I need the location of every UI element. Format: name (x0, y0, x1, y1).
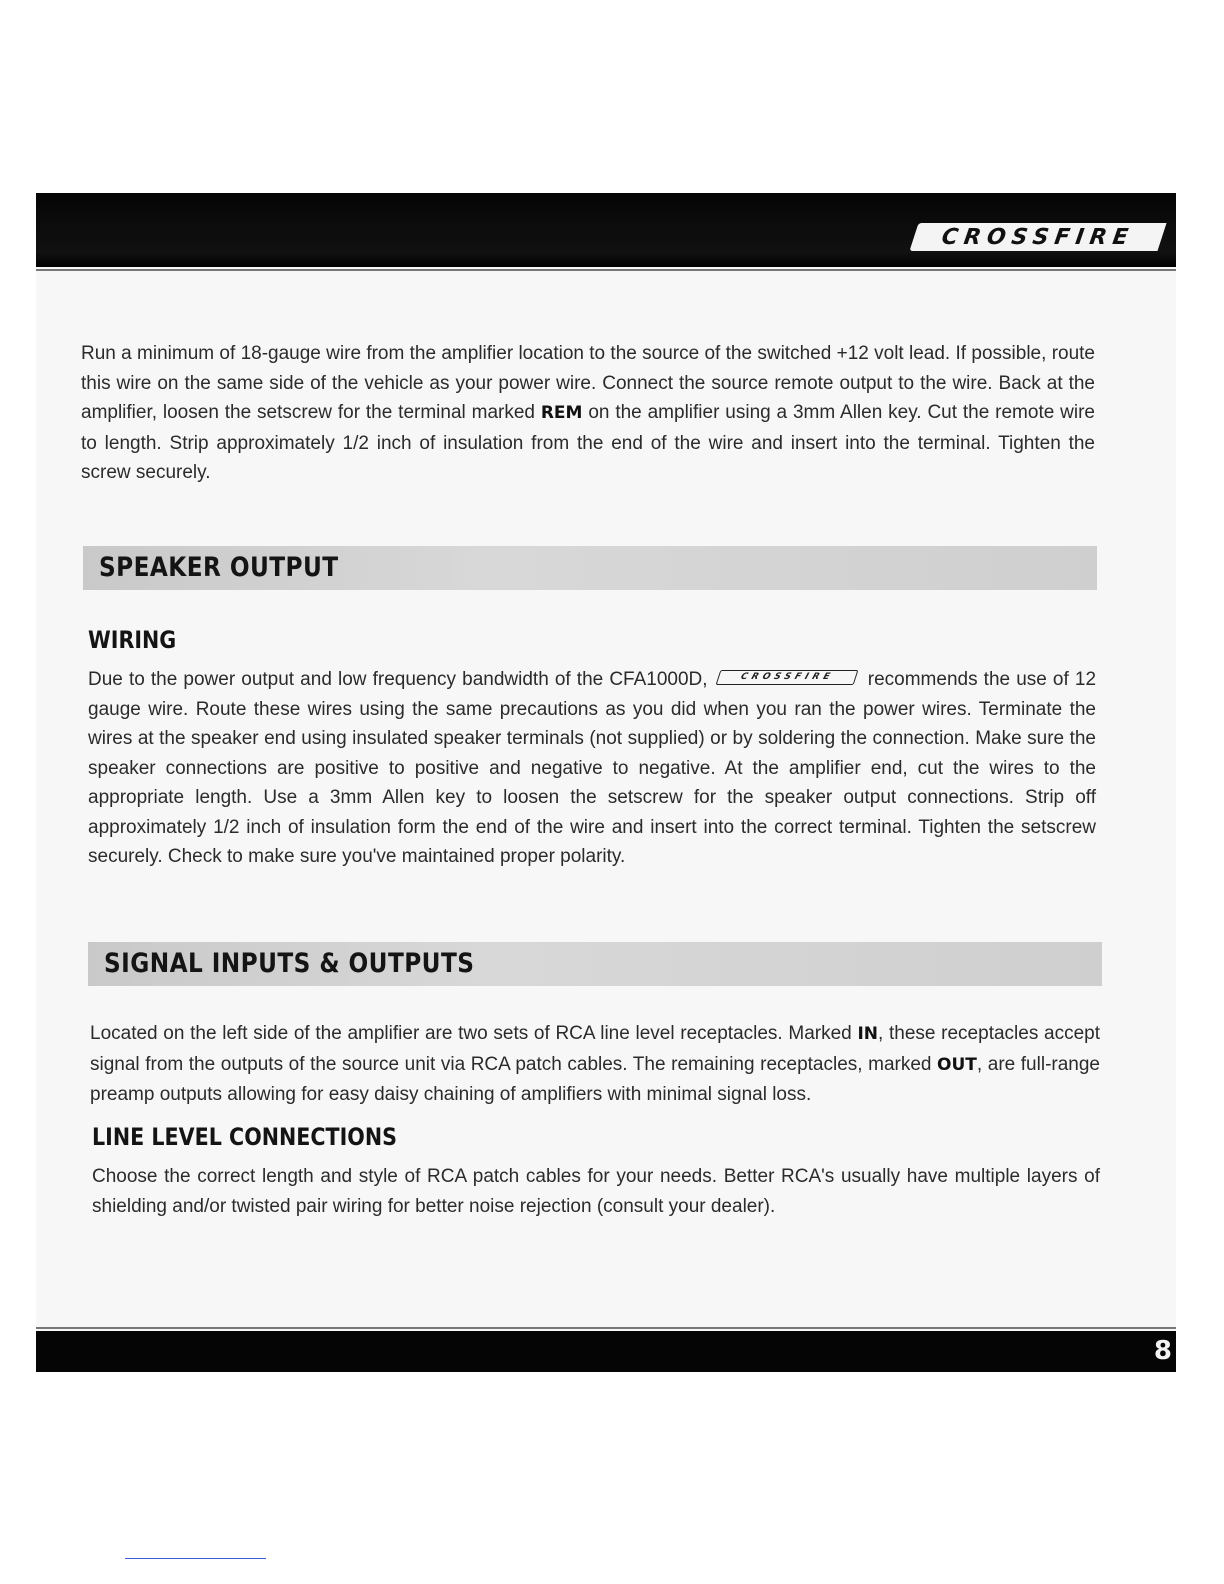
intro-text: on the amplifier using a 3mm Allen key. Cut the remote wire to length. Strip approximately 1/2 inch of insulation from the end of the wire and insert into the terminal. Tighten the screw securely. (81, 402, 1095, 483)
page-number: 8 (1153, 1336, 1172, 1366)
section-title: SPEAKER OUTPUT (99, 552, 339, 583)
intro-paragraph (81, 339, 1095, 488)
wiring-text: Due to the power output and low frequency bandwidth of the CFA1000D, (88, 669, 708, 690)
signal-text: , are full-range preamp outputs allowing for easy daisy chaining of amplifiers with minimal signal loss. (90, 1053, 1100, 1105)
line-level-heading: LINE LEVEL CONNECTIONS (92, 1123, 397, 1151)
footer-bar (36, 1331, 1176, 1372)
logo-text: CROSSFIRE (940, 224, 1136, 250)
header-rule (36, 269, 1176, 271)
footer-rule (36, 1327, 1176, 1329)
line-level-paragraph: Choose the correct length and style of RCA patch cables for your needs. Better RCA's usually have multiple layers of shielding and/or twisted pair wiring for better noise rejection (consult your dealer). (92, 1166, 1100, 1217)
speaker-output-header (83, 546, 1097, 590)
signal-io-header (88, 942, 1102, 986)
crossfire-logo (909, 223, 1166, 251)
signal-io-paragraph (90, 1019, 1100, 1110)
in-label: IN (857, 1024, 879, 1044)
header-bar (36, 193, 1176, 267)
intro-text: Run a minimum of 18-gauge wire from the amplifier location to the source of the switched +12 volt lead. If possible, route this wire on the same side of the vehicle as your power wire. Connect the source remote output to the wire. Back at the amplifier, loosen the setscrew for the terminal marked (81, 343, 1095, 423)
rem-label: REM (540, 403, 583, 423)
section-title: SIGNAL INPUTS & OUTPUTS (104, 948, 475, 979)
signal-text: , these receptacles accept signal from the outputs of the source unit via RCA patch cables. The remaining receptacles, marked (90, 1023, 1100, 1075)
wiring-heading: WIRING (88, 626, 177, 654)
manual-page (36, 193, 1176, 1372)
signal-text: Located on the left side of the amplifier are two sets of RCA line level receptacles. Marked (90, 1023, 858, 1044)
out-label: OUT (937, 1054, 977, 1075)
wiring-text: recommends the use of 12 gauge wire. Route these wires using the same precautions as you did when you ran the power wires. Terminate the wires at the speaker end using insulated speaker terminals (not supplied) or by soldering the connection. Make sure the speaker connections are positive to positive and negative to negative. At the amplifier end, cut the wires to the appropriate length. Use a 3mm Allen key to loosen the setscrew for the speaker output connections. Strip off approximately 1/2 inch of insulation form the end of the wire and insert into the correct terminal. Tighten the setscrew securely. Check to make sure you've maintained proper polarity. (88, 669, 1097, 867)
wiring-paragraph (88, 665, 1096, 872)
scan-artifact-line (125, 1558, 266, 1559)
crossfire-inline-logo: CROSSFIRE (715, 670, 858, 685)
